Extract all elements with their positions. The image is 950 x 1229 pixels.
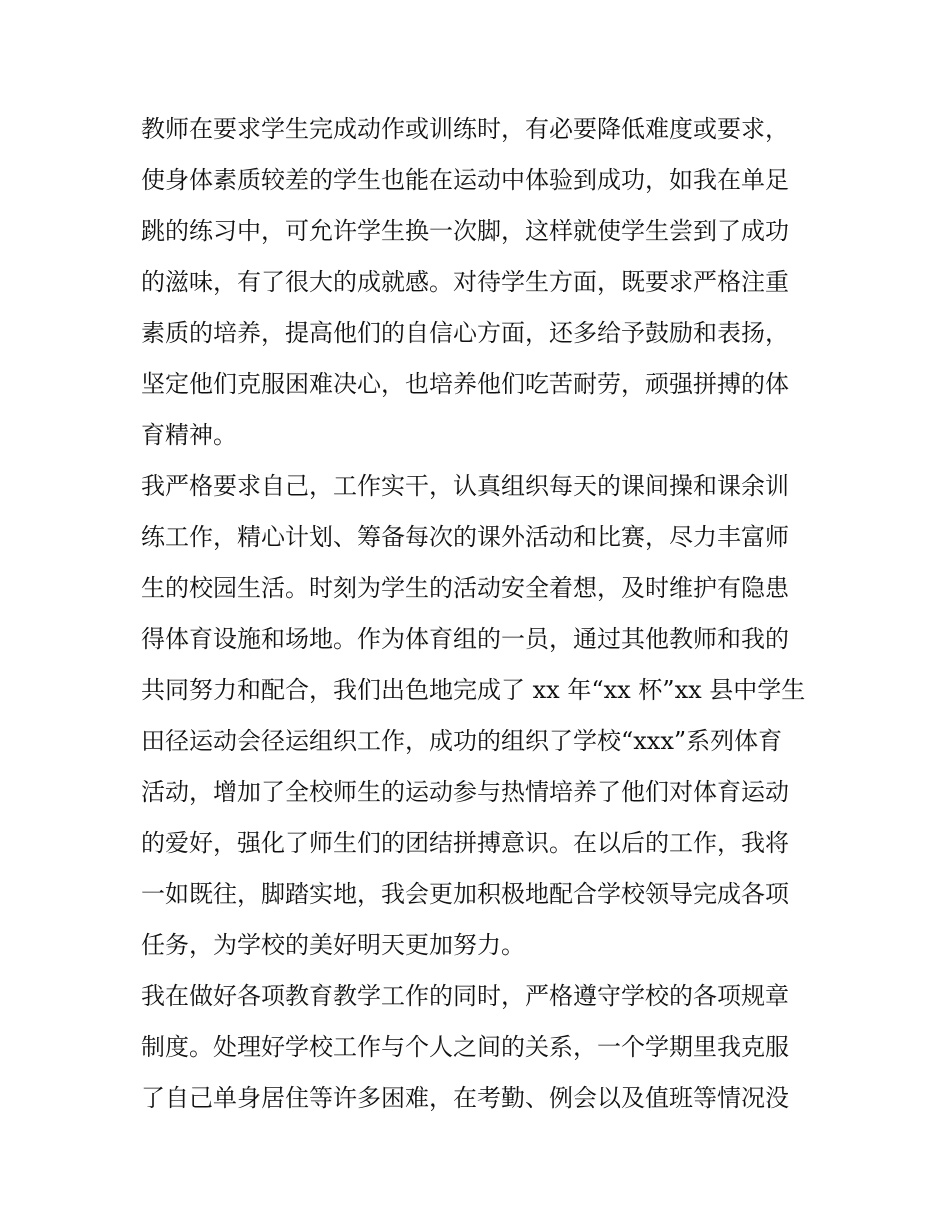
text-line: 一如既往，脚踏实地，我会更加积极地配合学校领导完成各项: [141, 880, 789, 908]
text-line: 素质的培养，提高他们的自信心方面，还多给予鼓励和表扬，: [141, 319, 789, 347]
text-line: 的滋味，有了很大的成就感。对待学生方面，既要求严格注重: [141, 268, 789, 296]
document-body: [141, 104, 813, 1124]
text-line: 得体育设施和场地。作为体育组的一员，通过其他教师和我的: [141, 625, 789, 653]
text-line: 共同努力和配合，我们出色地完成了 xx 年“xx 杯”xx 县中学生: [141, 676, 806, 704]
text-line: 育精神。: [141, 421, 237, 449]
text-line: 任务，为学校的美好明天更加努力。: [141, 931, 525, 959]
text-line: 的爱好，强化了师生们的团结拼搏意识。在以后的工作，我将: [141, 829, 789, 857]
text-line: 跳的练习中，可允许学生换一次脚，这样就使学生尝到了成功: [141, 217, 789, 245]
text-line: 生的校园生活。时刻为学生的活动安全着想，及时维护有隐患: [141, 574, 789, 602]
text-line: 田径运动会径运组织工作，成功的组织了学校“xxx”系列体育: [141, 727, 783, 755]
text-line: 了自己单身居住等许多困难，在考勤、例会以及值班等情况没: [141, 1084, 789, 1112]
paragraph-3: [141, 971, 813, 1124]
text-line: 坚定他们克服困难决心，也培养他们吃苦耐劳，顽强拼搏的体: [141, 370, 789, 398]
text-line: 练工作，精心计划、筹备每次的课外活动和比赛，尽力丰富师: [141, 523, 789, 551]
paragraph-2: [141, 461, 813, 971]
text-line: 使身体素质较差的学生也能在运动中体验到成功，如我在单足: [141, 166, 789, 194]
text-line: 我在做好各项教育教学工作的同时，严格遵守学校的各项规章: [141, 982, 789, 1010]
paragraph-1: [141, 104, 813, 461]
text-line: 我严格要求自己，工作实干，认真组织每天的课间操和课余训: [141, 472, 789, 500]
text-line: 活动，增加了全校师生的运动参与热情培养了他们对体育运动: [141, 778, 789, 806]
text-line: 教师在要求学生完成动作或训练时，有必要降低难度或要求，: [141, 115, 789, 143]
text-line: 制度。处理好学校工作与个人之间的关系，一个学期里我克服: [141, 1033, 789, 1061]
